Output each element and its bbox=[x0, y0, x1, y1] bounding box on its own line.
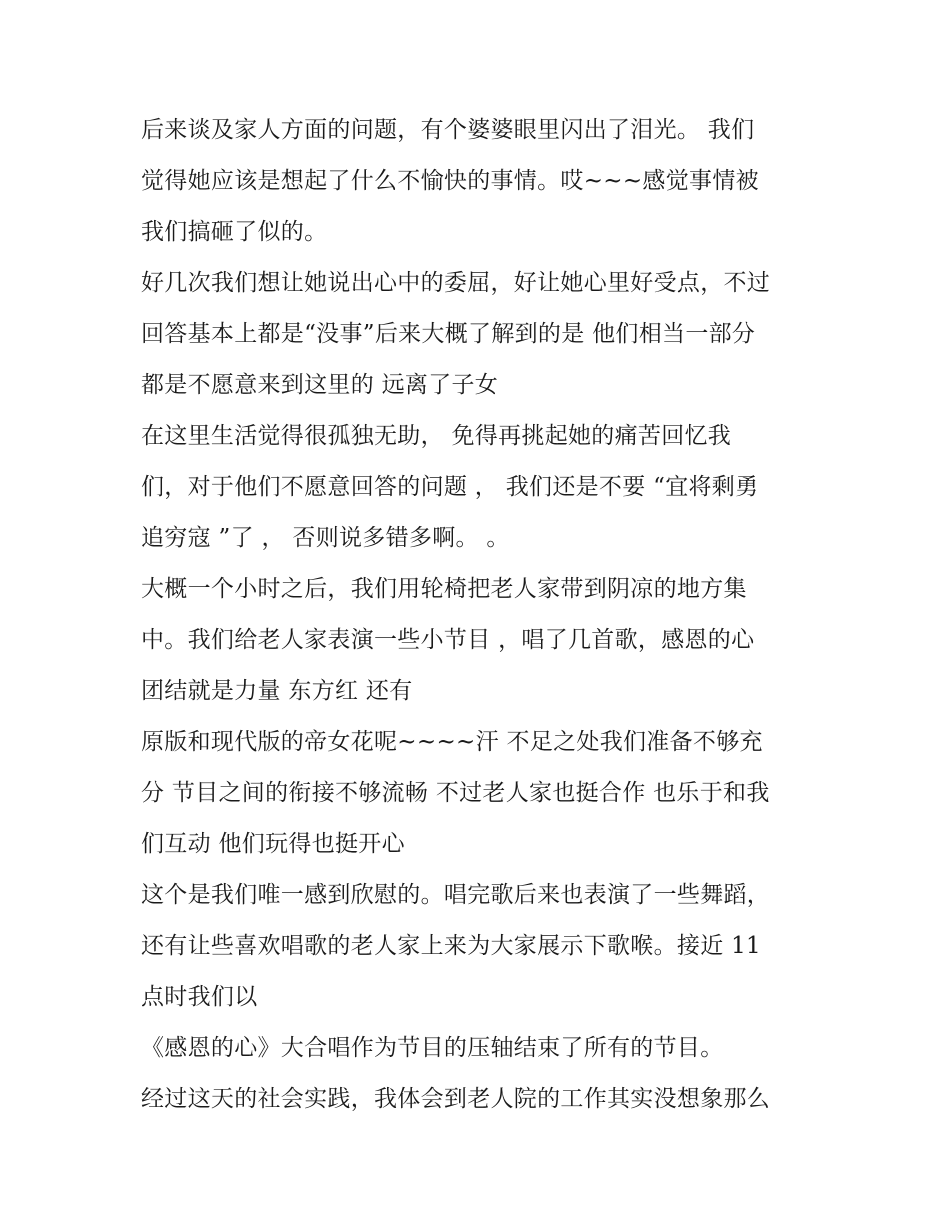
text-line: 这个是我们唯一感到欣慰的。唱完歌后来也表演了一些舞蹈， bbox=[141, 882, 771, 908]
text-line: 原版和现代版的帝女花呢~~~~汗 不足之处我们准备不够充 bbox=[141, 729, 763, 755]
text-line: 大概一个小时之后，我们用轮椅把老人家带到阴凉的地方集 bbox=[141, 576, 747, 602]
text-line: 分 节目之间的衔接不够流畅 不过老人家也挺合作 也乐于和我 bbox=[141, 780, 770, 806]
text-line: 经过这天的社会实践，我体会到老人院的工作其实没想象那么 bbox=[141, 1086, 771, 1112]
text-line: 在这里生活觉得很孤独无助， 免得再挑起她的痛苦回忆我 bbox=[141, 423, 732, 449]
text-line: 后来谈及家人方面的问题，有个婆婆眼里闪出了泪光。 我们 bbox=[141, 117, 755, 143]
text-line: 觉得她应该是想起了什么不愉快的事情。哎~~~感觉事情被 bbox=[141, 168, 759, 194]
text-line: 还有让些喜欢唱歌的老人家上来为大家展示下歌喉。接近 11 bbox=[141, 933, 761, 959]
text-line: 好几次我们想让她说出心中的委屈，好让她心里好受点，不过 bbox=[141, 270, 771, 296]
text-line: 追穷寇 ”了 ， 否则说多错多啊。 。 bbox=[141, 525, 510, 551]
text-line: 团结就是力量 东方红 还有 bbox=[141, 678, 413, 704]
body-text bbox=[141, 105, 821, 1125]
text-line: 们互动 他们玩得也挺开心 bbox=[141, 831, 405, 857]
text-line: 我们搞砸了似的。 bbox=[141, 219, 328, 245]
text-line: 都是不愿意来到这里的 远离了子女 bbox=[141, 372, 499, 398]
text-line: 中。我们给老人家表演一些小节目 ，唱了几首歌，感恩的心 bbox=[141, 627, 755, 653]
text-line: 《感恩的心》大合唱作为节目的压轴结束了所有的节目。 bbox=[141, 1035, 724, 1061]
text-line: 点时我们以 bbox=[141, 984, 258, 1010]
text-line: 回答基本上都是“没事”后来大概了解到的是 他们相当一部分 bbox=[141, 321, 756, 347]
text-line: 们，对于他们不愿意回答的问题 ， 我们还是不要 “宜将剩勇 bbox=[141, 474, 759, 500]
